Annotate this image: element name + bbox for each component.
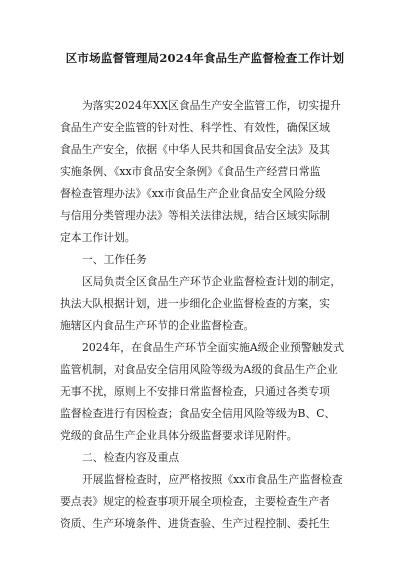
text-line: 要点表》规定的检查事项开展全项检查，主要检查生产者 (60, 495, 330, 508)
section-heading-inspection: 二、检查内容及重点 (82, 451, 180, 464)
text-line: 无事不扰，原则上不安排日常监督检查，只通过各类专项 (60, 385, 330, 398)
text-line: 资质、生产环境条件、进货查验、生产过程控制、委托生 (60, 517, 330, 530)
text-line: 党级的食品生产企业具体分级监督要求详见附件。 (60, 429, 298, 442)
paragraph-intro (60, 95, 352, 535)
text-line: 开展监督检查时，应严格按照《xx市食品生产监督检查 (82, 473, 343, 486)
document-title: 区市场监督管理局2024年食品生产监督检查工作计划 (65, 51, 345, 65)
text-line: 区局负责全区食品生产环节企业监督检查计划的制定， (82, 275, 342, 288)
text-line: 食品生产安全，依据《中华人民共和国食品安全法》及其 (60, 143, 330, 156)
text-line: 2024年，在食品生产环节全面实施A级企业预警触发式 (82, 341, 345, 354)
text-line: 为落实2024年XX区食品生产安全监管工作，切实提升 (82, 99, 341, 112)
text-line: 食品生产安全监管的针对性、科学性、有效性，确保区域 (60, 121, 330, 134)
text-line: 监督检查进行有因检查；食品安全信用风险等级为B、C、 (60, 407, 336, 420)
text-line: 监管机制，对食品安全信用风险等级为A级的食品生产企业 (60, 363, 338, 376)
text-line: 施辖区内食品生产环节的企业监督检查。 (60, 319, 255, 332)
text-line: 督检查管理办法》《xx市食品生产企业食品安全风险分级 (60, 187, 326, 200)
section-heading-tasks: 一、工作任务 (82, 253, 147, 266)
text-line: 执法大队根据计划，进一步细化企业监督检查的方案，实 (60, 297, 330, 310)
text-line: 实施条例、《xx市食品安全条例》《食品生产经营日常监 (60, 165, 321, 178)
text-line: 与信用分类管理办法》等相关法律法规，结合区域实际制 (60, 209, 330, 222)
text-line: 定本工作计划。 (60, 231, 136, 244)
